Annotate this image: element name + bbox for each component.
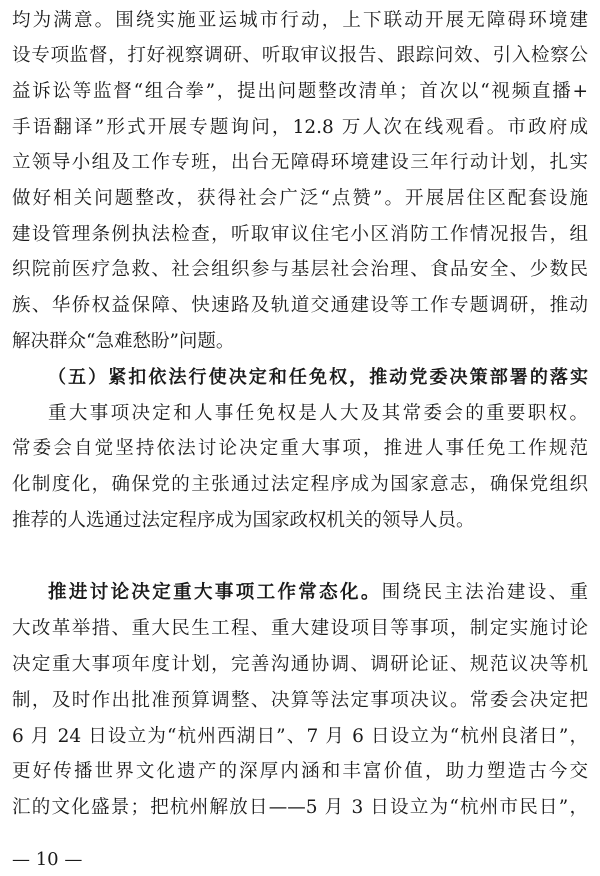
text-line: 常委会自觉坚持依法讨论决定重大事项，推进人事任免工作规范 bbox=[12, 438, 588, 459]
text-line: 建设管理条例执法检查，听取审议住宅小区消防工作情况报告，组 bbox=[12, 224, 588, 245]
section-heading: （五）紧扣依法行使决定和任免权，推动党委决策部署的落实 bbox=[48, 367, 588, 388]
text-line: 做好相关问题整改，获得社会广泛“点赞”。开展居住区配套设施 bbox=[12, 188, 588, 209]
text-line: 立领导小组及工作专班，出台无障碍环境建设三年行动计划，扎实 bbox=[12, 152, 588, 173]
text-line: 更好传播世界文化遗产的深厚内涵和丰富价值，助力塑造古今交 bbox=[12, 761, 588, 782]
text-line: 制，及时作出批准预算调整、决算等法定事项决议。常委会决定把 bbox=[12, 690, 588, 711]
text-line: 解决群众“急难愁盼”问题。 bbox=[12, 331, 235, 352]
text-line: 织院前医疗急救、社会组织参与基层社会治理、食品安全、少数民 bbox=[12, 259, 588, 280]
text-line: 决定重大事项年度计划，完善沟通协调、调研论证、规范议决等机 bbox=[12, 654, 588, 675]
text-line: 大改革举措、重大民生工程、重大建设项目等事项，制定实施讨论 bbox=[12, 618, 588, 639]
paragraph-first-line: 重大事项决定和人事任免权是人大及其常委会的重要职权。 bbox=[48, 403, 588, 424]
page-number: — 10 — bbox=[12, 849, 83, 870]
bold-lead-sentence: 推进讨论决定重大事项工作常态化。 bbox=[48, 582, 382, 603]
text-line: 益诉讼等监督“组合拳”，提出问题整改清单；首次以“视频直播+ bbox=[12, 81, 588, 102]
text-line: 推荐的人选通过法定程序成为国家政权机关的领导人员。 bbox=[12, 510, 475, 531]
text-line: 化制度化，确保党的主张通过法定程序成为国家意志，确保党组织 bbox=[12, 474, 588, 495]
text-line: 族、华侨权益保障、快速路及轨道交通建设等工作专题调研，推动 bbox=[12, 295, 588, 316]
text-line: 汇的文化盛景；把杭州解放日——5 月 3 日设立为“杭州市民日”， bbox=[12, 797, 588, 818]
lead-continuation: 围绕民主法治建设、重 bbox=[381, 582, 588, 603]
text-line: 均为满意。围绕实施亚运城市行动，上下联动开展无障碍环境建 bbox=[12, 10, 588, 31]
text-line: 手语翻译”形式开展专题询问，12.8 万人次在线观看。市政府成 bbox=[12, 117, 588, 138]
text-line: 6 月 24 日设立为“杭州西湖日”、7 月 6 日设立为“杭州良渚日”， bbox=[12, 726, 588, 747]
paragraph-first-line bbox=[48, 578, 588, 608]
text-line: 设专项监督，打好视察调研、听取审议报告、跟踪问效、引入检察公 bbox=[12, 45, 588, 66]
